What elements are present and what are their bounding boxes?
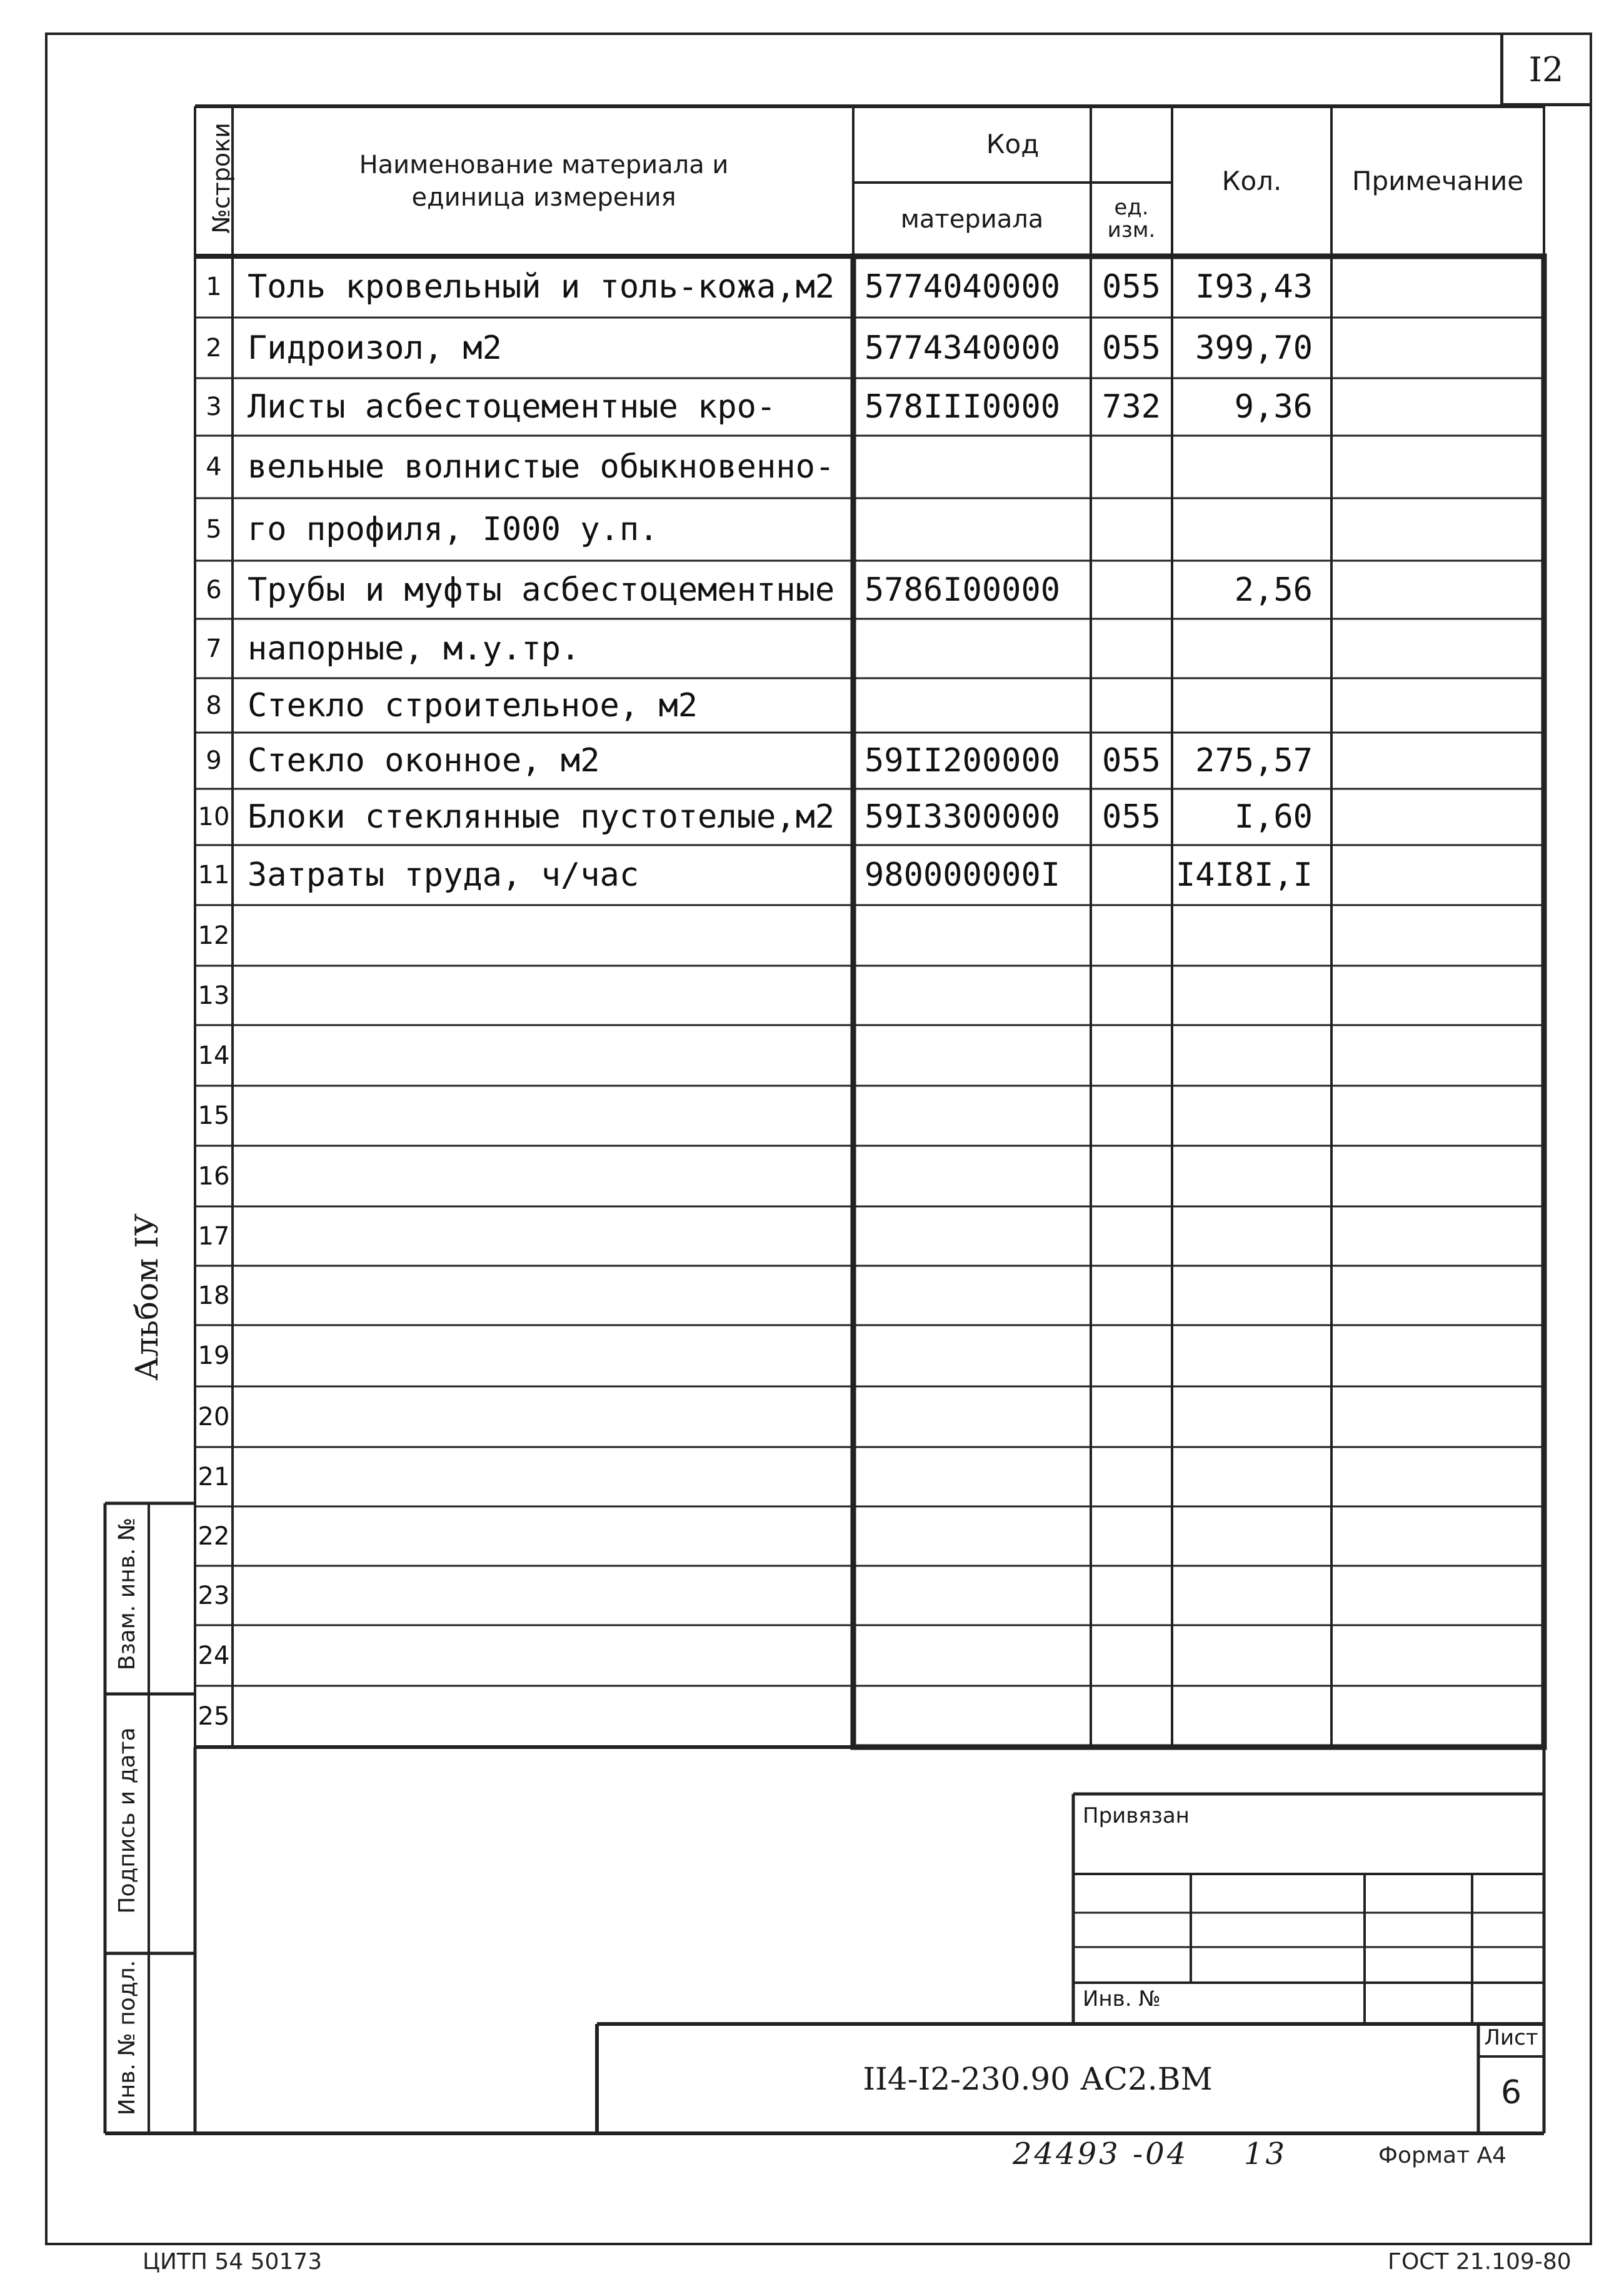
row-number: 13 [198,981,230,1010]
material-name [233,1686,853,1747]
unit-code [1091,436,1172,498]
row-number: 1 [206,273,222,301]
material-code [853,905,1091,966]
table-row [195,905,1544,966]
header-note: Примечание [1351,165,1524,196]
note [1331,1266,1544,1325]
material-code [853,1506,1091,1566]
material-name [233,1025,853,1086]
quantity: I93,43 [1195,268,1313,306]
material-code [853,678,1091,733]
material-code [853,619,1091,678]
unit-code: 055 [1102,798,1161,836]
material-code: 59I3300000 [865,798,1061,836]
row-number: 4 [206,453,222,481]
material-code [853,1086,1091,1146]
footer-left: ЦИТП 54 50173 [143,2249,323,2275]
quantity [1172,1686,1331,1747]
unit-code [1091,1566,1172,1625]
sheet-label: Лист [1484,2025,1538,2050]
unit-code [1091,966,1172,1025]
unit-code [1091,1206,1172,1266]
note [1331,789,1544,845]
material-code [853,1386,1091,1447]
material-code [853,966,1091,1025]
unit-code: 055 [1102,329,1161,367]
quantity [1172,1506,1331,1566]
material-name [233,1447,853,1506]
header-row-number: №строки [208,123,235,234]
material-name: го профиля, I000 у.п. [248,511,659,548]
row-number: 3 [206,393,222,421]
note [1331,1447,1544,1506]
material-name: Трубы и муфты асбестоцементные [248,571,835,609]
quantity [1172,1625,1331,1686]
row-number: 14 [198,1041,230,1070]
material-code [853,1686,1091,1747]
unit-code [1091,845,1172,905]
material-name: Стекло строительное, м2 [248,686,698,724]
quantity: 9,36 [1234,388,1313,426]
table-row [195,1566,1544,1625]
format-label: Формат А4 [1378,2143,1507,2168]
quantity [1172,1566,1331,1625]
unit-code [1091,1625,1172,1686]
header-quantity: Кол. [1221,165,1282,196]
unit-code [1091,1025,1172,1086]
row-number: 17 [198,1221,230,1251]
material-name [233,1086,853,1146]
stamp-sign-date-label: Подпись и дата [114,1727,140,1914]
material-code [853,436,1091,498]
quantity [1172,1146,1331,1206]
row-number: 20 [198,1402,230,1431]
material-name [233,1386,853,1447]
row-number: 5 [206,515,222,544]
row-number: 19 [198,1341,230,1370]
note [1331,1025,1544,1086]
material-code: 980000000I [865,856,1061,894]
material-name [233,1325,853,1386]
inv-no-label: Инв. № [1083,1986,1161,2011]
table-row [195,733,1544,789]
material-code [853,1146,1091,1206]
row-number: 2 [206,333,222,363]
material-code: 59II200000 [865,742,1061,779]
material-code: 5774040000 [865,268,1061,306]
quantity [1172,1386,1331,1447]
quantity [1172,1206,1331,1266]
note [1331,498,1544,561]
row-number: 8 [206,691,222,720]
quantity [1172,678,1331,733]
handwritten-order-number: 24493 -04 [1013,2136,1189,2171]
unit-code: 732 [1102,388,1161,426]
unit-code [1091,905,1172,966]
note [1331,1386,1544,1447]
quantity: I4I8I,I [1175,856,1313,894]
row-number: 15 [198,1101,230,1130]
table-row [195,789,1544,845]
table-row [195,966,1544,1025]
sheet-number: I2 [1528,49,1564,89]
material-name [233,1566,853,1625]
stamp-vzam-label: Взам. инв. № [114,1517,140,1671]
quantity: I,60 [1234,798,1313,836]
row-number: 12 [198,921,230,950]
unit-code [1091,678,1172,733]
material-name: Затраты труда, ч/час [248,856,639,894]
material-name [233,1266,853,1325]
table-row [195,1266,1544,1325]
note [1331,966,1544,1025]
material-name: Гидроизол, м2 [248,329,502,367]
note [1331,1686,1544,1747]
material-name [233,1206,853,1266]
note [1331,1146,1544,1206]
table-row [195,378,1544,436]
note [1331,256,1544,318]
quantity [1172,1025,1331,1086]
table-row [195,678,1544,733]
row-number: 10 [198,803,230,831]
table-row [195,619,1544,678]
quantity [1172,1266,1331,1325]
note [1331,318,1544,378]
material-name: вельные волнистые обыкновенно- [248,448,835,486]
table-row [195,436,1544,498]
material-code [853,1025,1091,1086]
table-row [195,1206,1544,1266]
handwritten-copy-number: 13 [1244,2136,1288,2171]
table-row [195,561,1544,619]
table-row [195,1506,1544,1566]
quantity [1172,1447,1331,1506]
material-code [853,1266,1091,1325]
row-number: 22 [198,1521,230,1551]
material-name: напорные, м.у.тр. [248,629,581,668]
note [1331,1325,1544,1386]
material-code: 578III0000 [865,388,1061,426]
document-code: II4-I2-230.90 АС2.ВМ [863,2060,1213,2097]
material-code [853,1625,1091,1686]
quantity: 2,56 [1234,571,1313,609]
stamp-inv-podl-label: Инв. № подл. [114,1960,140,2116]
note [1331,619,1544,678]
row-number: 24 [198,1641,230,1670]
note [1331,1086,1544,1146]
table-row [195,1325,1544,1386]
unit-code [1091,561,1172,619]
table-row [195,318,1544,378]
unit-code [1091,1266,1172,1325]
note [1331,378,1544,436]
material-code: 5774340000 [865,329,1061,367]
table-row [195,1025,1544,1086]
quantity [1172,498,1331,561]
material-name [233,966,853,1025]
unit-code [1091,1146,1172,1206]
material-name: Блоки стеклянные пустотелые,м2 [248,798,835,836]
row-number: 9 [206,746,222,775]
quantity [1172,1086,1331,1146]
header-unit: ед. изм. [1107,195,1156,243]
note [1331,1566,1544,1625]
quantity [1172,436,1331,498]
note [1331,561,1544,619]
table-row [195,1146,1544,1206]
row-number: 16 [198,1161,230,1191]
material-code [853,1447,1091,1506]
table-row [195,845,1544,905]
table-row [195,1447,1544,1506]
header-code-group: Код [986,128,1040,159]
quantity: 275,57 [1195,742,1313,779]
unit-code [1091,1386,1172,1447]
note [1331,1625,1544,1686]
material-code [853,1566,1091,1625]
unit-code [1091,1506,1172,1566]
row-number: 25 [198,1702,230,1731]
footer-right: ГОСТ 21.109-80 [1388,2249,1571,2275]
note [1331,678,1544,733]
note [1331,1206,1544,1266]
material-name [233,1506,853,1566]
row-number: 18 [198,1281,230,1310]
unit-code [1091,619,1172,678]
quantity: 399,70 [1195,329,1313,367]
unit-code: 055 [1102,268,1161,306]
quantity [1172,1325,1331,1386]
row-number: 7 [206,634,222,663]
unit-code [1091,1447,1172,1506]
table-row [195,1625,1544,1686]
sheet-value: 6 [1500,2074,1522,2111]
unit-code [1091,1686,1172,1747]
note [1331,1506,1544,1566]
note [1331,436,1544,498]
material-code [853,1325,1091,1386]
material-name [233,905,853,966]
privyazan-label: Привязан [1083,1803,1190,1828]
row-number: 21 [198,1462,230,1491]
row-number: 11 [198,861,230,889]
header-material-code: материала [900,205,1044,234]
table-row [195,498,1544,561]
material-code [853,498,1091,561]
quantity [1172,619,1331,678]
table-row [195,256,1544,318]
material-name: Толь кровельный и толь-кожа,м2 [248,268,835,306]
unit-code [1091,1086,1172,1146]
material-code: 5786I00000 [865,571,1061,609]
note [1331,905,1544,966]
quantity [1172,966,1331,1025]
note [1331,845,1544,905]
material-name [233,1146,853,1206]
table-row [195,1086,1544,1146]
album-label: Альбом IУ [129,1213,165,1381]
quantity [1172,905,1331,966]
material-name: Стекло оконное, м2 [248,742,600,779]
table-row [195,1686,1544,1747]
row-number: 6 [206,575,222,604]
material-name [233,1625,853,1686]
unit-code [1091,498,1172,561]
table-row [195,1386,1544,1447]
row-number: 23 [198,1581,230,1610]
unit-code: 055 [1102,742,1161,779]
header-material-name: Наименование материала и единица измерения [359,151,729,212]
note [1331,733,1544,789]
material-code [853,1206,1091,1266]
material-name: Листы асбестоцементные кро- [248,388,776,426]
unit-code [1091,1325,1172,1386]
